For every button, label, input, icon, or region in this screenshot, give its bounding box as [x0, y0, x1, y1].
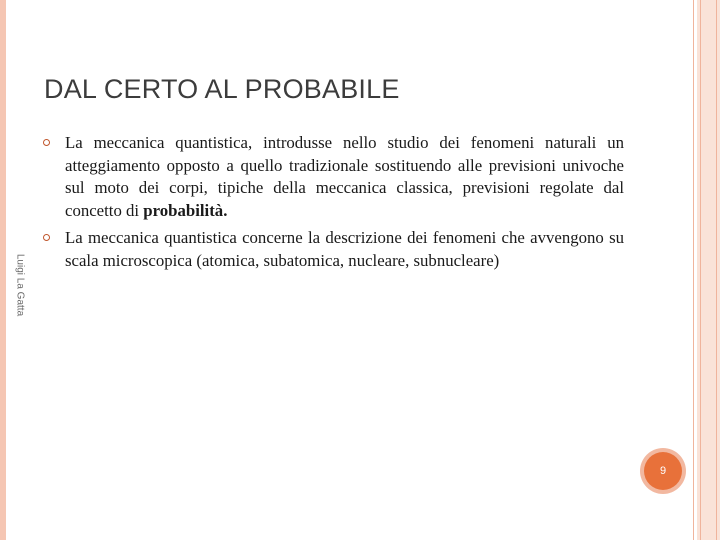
bullet-text: La meccanica quantistica, introdusse nello studio dei fenomeni naturali un atteggiamento opposto a quello tradizionale sostituendo alle previsioni univoche sul moto dei corpi, tipiche della meccanica classica, previsioni regolate dal concetto di — [65, 133, 624, 220]
bullet-circle-icon — [43, 139, 50, 146]
slide-title: DAL CERTO AL PROBABILE — [44, 74, 400, 104]
bullet-list — [42, 132, 624, 277]
bullet-circle-icon — [43, 234, 50, 241]
author-name: Luigi La Gatta — [14, 253, 26, 317]
page-number-badge — [640, 448, 686, 494]
bullet-item — [42, 132, 624, 222]
right-border-line — [700, 0, 701, 540]
author-side-label — [9, 250, 31, 320]
bullet-item — [42, 227, 624, 272]
bullet-bold-text: probabilità. — [143, 200, 228, 220]
right-border-line — [716, 0, 717, 540]
bullet-text: La meccanica quantistica concerne la descrizione dei fenomeni che avvengono su scala microscopica (atomica, subatomica, nucleare, subnucleare) — [65, 228, 624, 270]
page-number: 9 — [644, 452, 682, 490]
left-border-stripe — [0, 0, 6, 540]
right-border-line — [693, 0, 694, 540]
